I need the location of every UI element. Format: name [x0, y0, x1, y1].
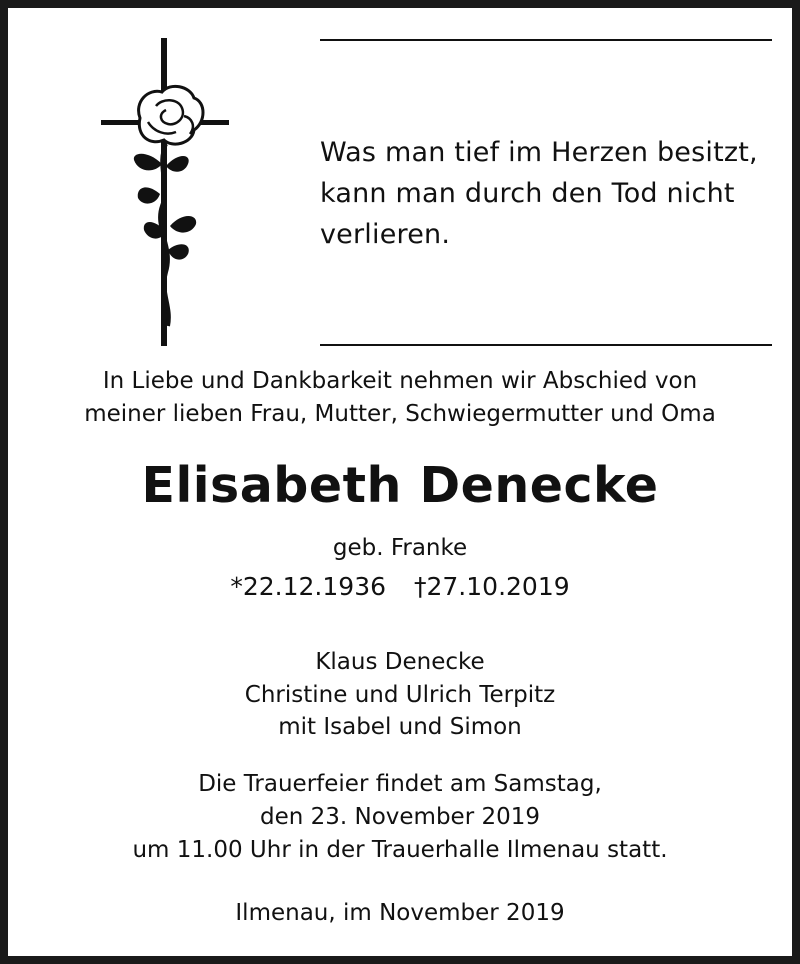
bottom-divider	[320, 344, 772, 346]
quote-line: Was man tief im Herzen besitzt,	[320, 137, 758, 168]
family-line: Klaus Denecke	[315, 649, 485, 675]
birth-date: 22.12.1936	[242, 572, 386, 601]
family-list	[8, 646, 792, 744]
death-date: 27.10.2019	[426, 572, 570, 601]
born-name: geb. Franke	[332, 535, 468, 561]
service-line: Die Trauerfeier findet am Samstag,	[198, 771, 602, 797]
quote-text	[320, 132, 780, 255]
birth-symbol: *	[230, 572, 243, 601]
intro-line: meiner lieben Frau, Mutter, Schwiegermutter und Oma	[84, 401, 716, 427]
cross-with-rose-icon	[96, 36, 236, 348]
service-line: den 23. November 2019	[259, 804, 541, 830]
funeral-service-info	[8, 768, 792, 867]
intro-text	[8, 365, 792, 431]
intro-line: In Liebe und Dankbarkeit nehmen wir Abschied von	[102, 368, 698, 394]
top-divider	[320, 39, 772, 41]
death-symbol: †	[414, 572, 427, 601]
quote-line: verlieren.	[320, 219, 451, 250]
quote-line: kann man durch den Tod nicht	[320, 178, 735, 209]
family-line: Christine und Ulrich Terpitz	[244, 681, 556, 708]
family-line: mit Isabel und Simon	[278, 714, 522, 740]
life-dates	[8, 570, 792, 604]
place-and-date: Ilmenau, im November 2019	[235, 900, 565, 926]
service-line: um 11.00 Uhr in der Trauerhalle Ilmenau statt.	[132, 837, 668, 863]
deceased-name: Elisabeth Denecke	[141, 457, 659, 514]
